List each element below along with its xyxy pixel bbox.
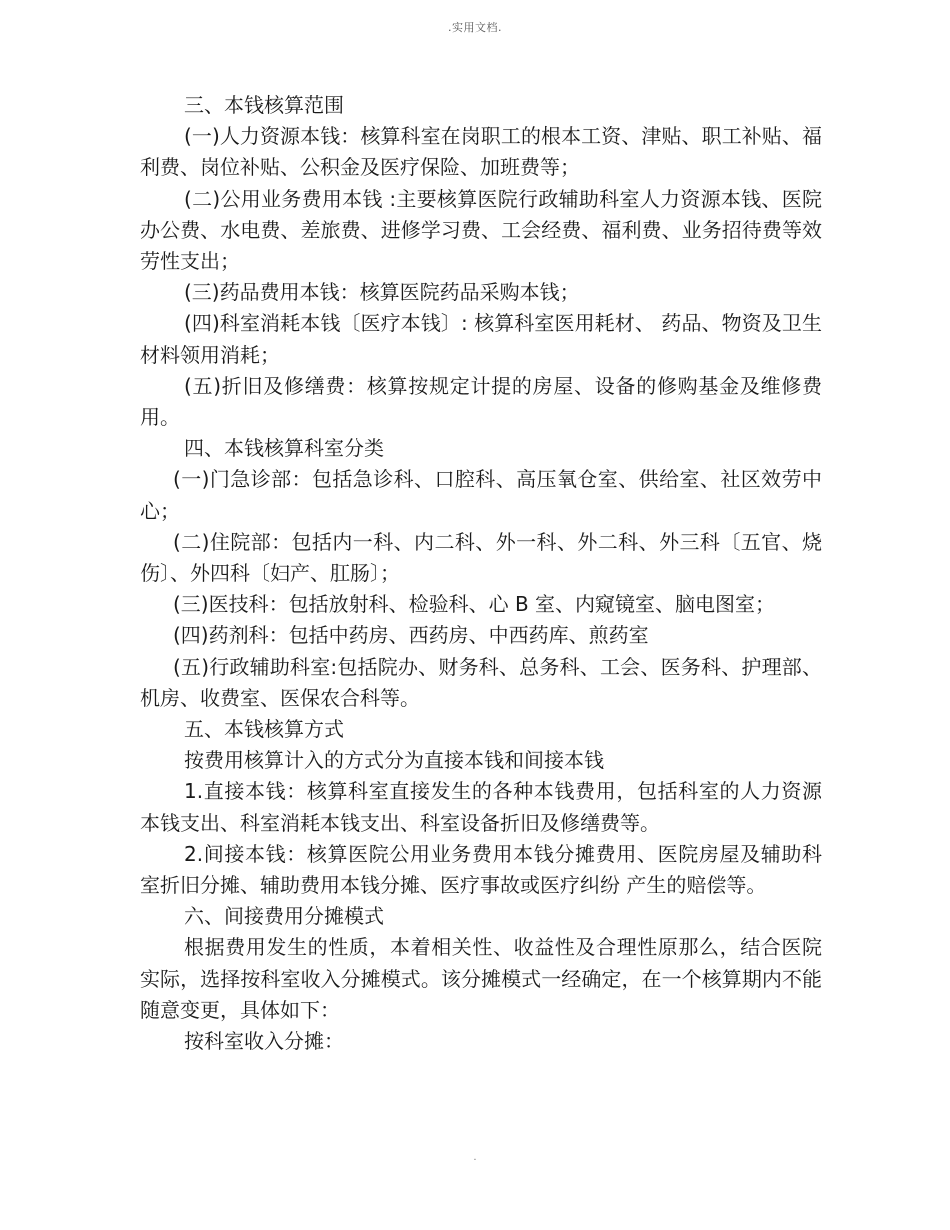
document-body xyxy=(140,90,822,1057)
paragraph: (一)人力资源本钱：核算科室在岗职工的根本工资、津贴、职工补贴、福利费、岗位补贴、公积金及医疗保险、加班费等； xyxy=(140,124,822,180)
paragraph: 按费用核算计入的方式分为直接本钱和间接本钱 xyxy=(184,748,604,773)
paragraph: (一)门急诊部：包括急诊科、口腔科、高压氧仓室、供给室、社区效劳中心； xyxy=(140,467,822,523)
paragraph: 按科室收入分摊： xyxy=(184,1029,344,1054)
paragraph: (二)公用业务费用本钱 :主要核算医院行政辅助科室人力资源本钱、医院办公费、水电费、差旅费、进修学习费、工会经费、福利费、业务招待费等效劳性支出； xyxy=(140,186,822,274)
paragraph-section-3-heading: 三、本钱核算范围 xyxy=(184,93,344,117)
paragraph: (四)科室消耗本钱〔医疗本钱〕: 核算科室医用耗材、 药品、物资及卫生材料领用消耗； xyxy=(140,311,822,367)
paragraph: 2.间接本钱：核算医院公用业务费用本钱分摊费用、医院房屋及辅助科室折旧分摊、辅助费用本钱分摊、医疗事故或医疗纠纷 产生的赔偿等。 xyxy=(140,841,822,898)
paragraph-section-4-heading: 四、本钱核算科室分类 xyxy=(184,436,384,461)
paragraph: (三)医技科：包括放射科、检验科、心 B 室、内窥镜室、脑电图室； xyxy=(173,592,776,617)
paragraph-section-5-heading: 五、本钱核算方式 xyxy=(184,717,344,742)
paragraph: 根据费用发生的性质，本着相关性、收益性及合理性原那么，结合医院实际，选择按科室收入分摊模式。该分摊模式一经确定，在一个核算期内不能随意变更，具体如下： xyxy=(140,935,822,1022)
paragraph: (三)药品费用本钱：核算医院药品采购本钱； xyxy=(184,280,580,305)
paragraph: (二)住院部：包括内一科、内二科、外一科、外二科、外三科〔五官、烧伤〕、外四科〔妇产、肛肠〕； xyxy=(140,529,822,586)
page-header: .实用文档. xyxy=(448,21,502,34)
page-footer: . xyxy=(473,1152,477,1163)
paragraph: (四)药剂科：包括中药房、西药房、中西药库、煎药室 xyxy=(173,623,649,648)
paragraph-section-6-heading: 六、间接费用分摊模式 xyxy=(184,904,384,929)
paragraph: (五)行政辅助科室:包括院办、财务科、总务科、工会、医务科、护理部、机房、收费室、医保农合科等。 xyxy=(140,654,822,710)
paragraph: (五)折旧及修缮费：核算按规定计提的房屋、设备的修购基金及维修费用。 xyxy=(140,373,822,430)
paragraph: 1.直接本钱：核算科室直接发生的各种本钱费用，包括科室的人力资源本钱支出、科室消耗本钱支出、科室设备折旧及修缮费等。 xyxy=(140,779,822,835)
